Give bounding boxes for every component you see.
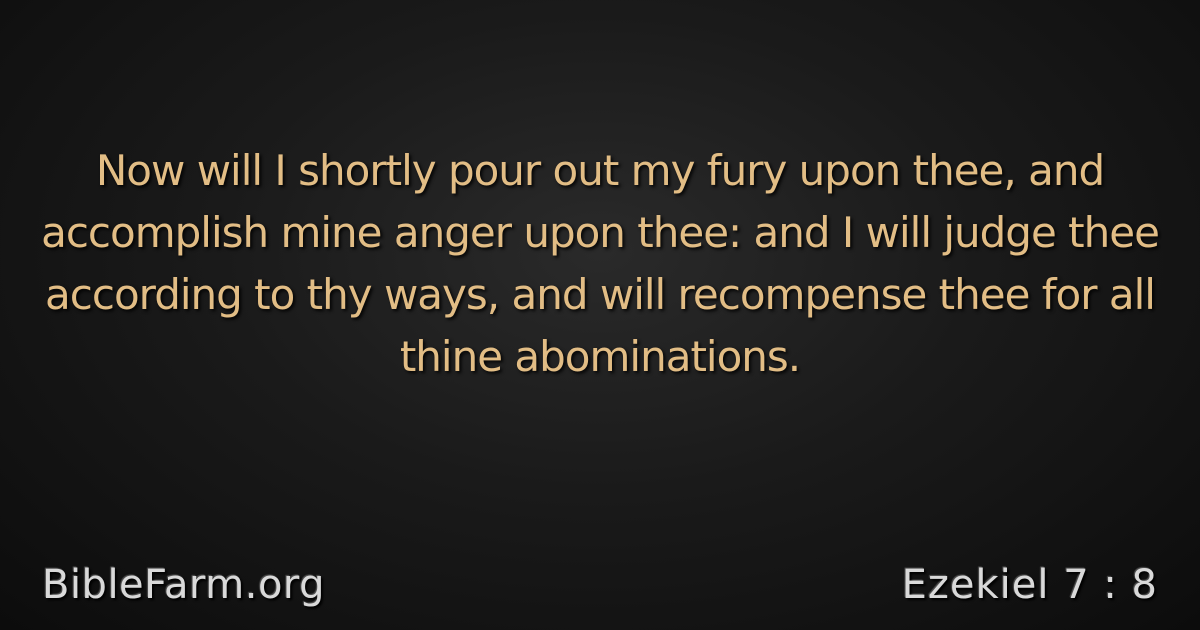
verse-reference: Ezekiel 7 : 8 [901, 562, 1158, 608]
verse-text: Now will I shortly pour out my fury upon thee, and accomplish mine anger upon thee: and I will judge thee according to thy ways, and will recompense thee for all thine abominations. [41, 146, 1159, 381]
site-watermark: BibleFarm.org [42, 562, 326, 608]
